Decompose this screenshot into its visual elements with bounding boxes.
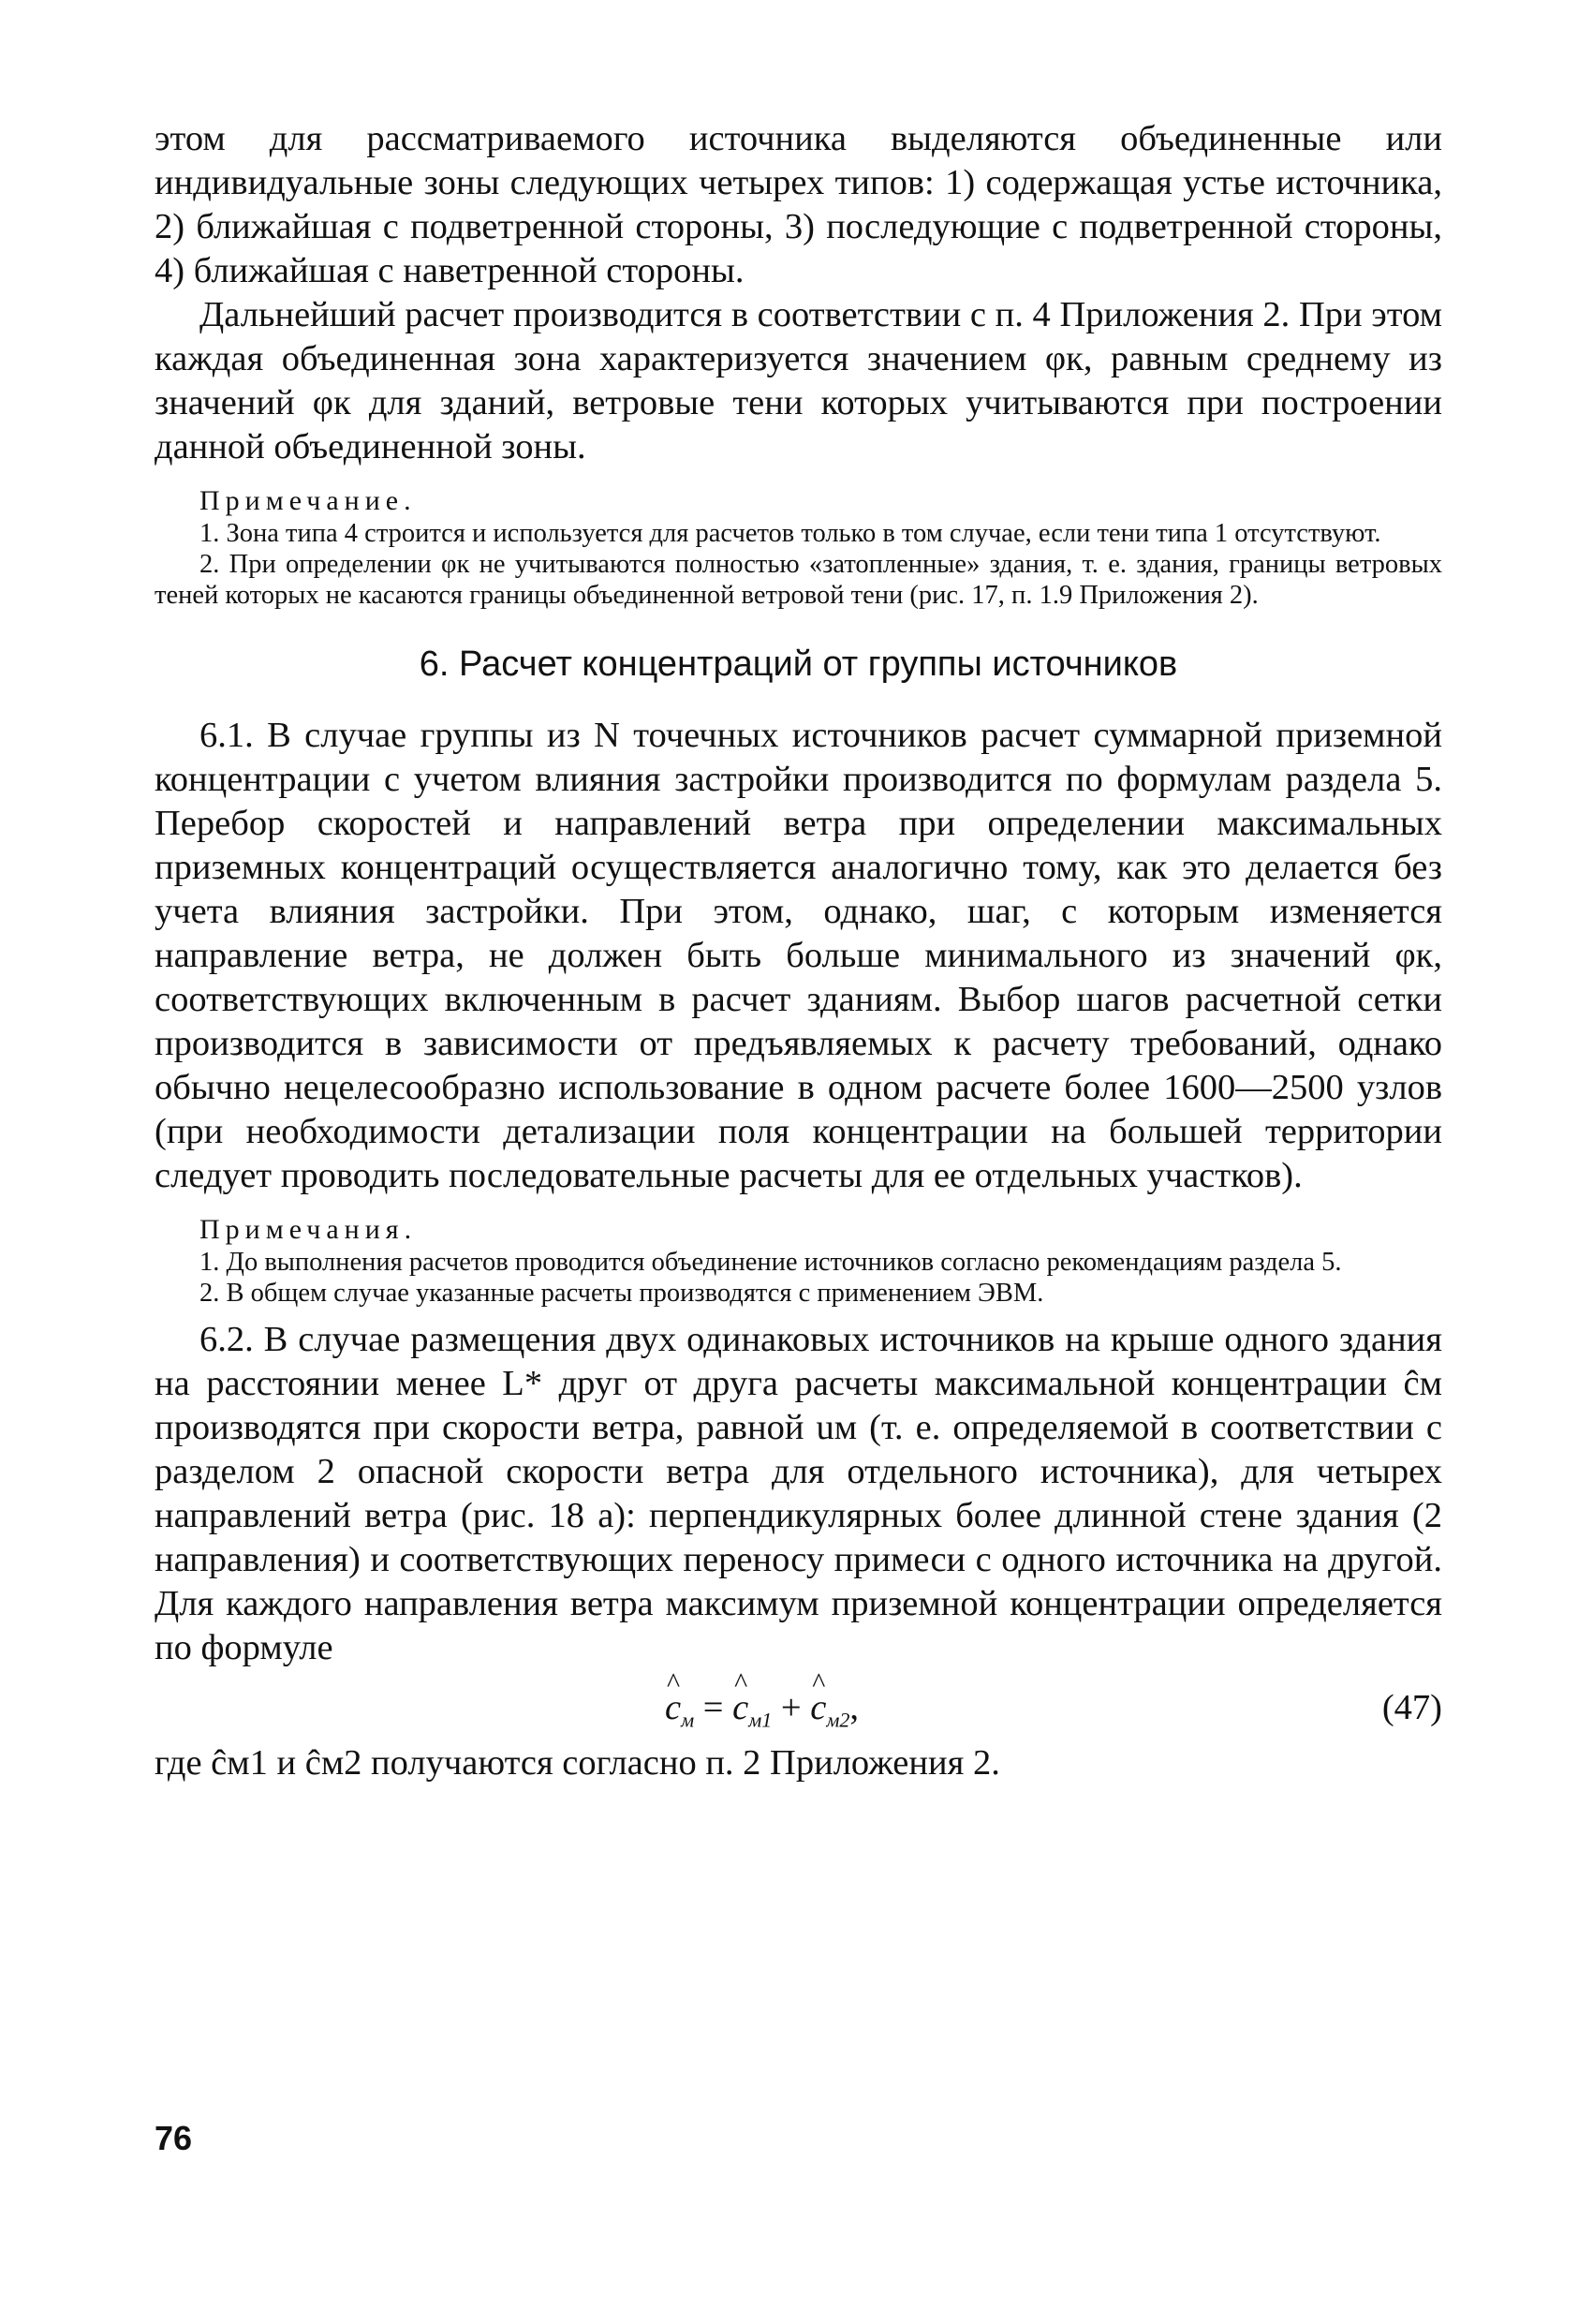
note-title: Примечание.: [199, 485, 417, 516]
paragraph-intro: этом для рассматриваемого источника выделяются объединенные или индивидуальные зоны следующих четырех типов: 1) содержащая устье источника, 2) ближайшая с подветренной стороны, 3) последующие с подветренной стороны, 4) ближайшая с наветренной стороны.: [155, 119, 1442, 290]
note-block-2: [155, 1213, 1442, 1309]
formula-plus: +: [780, 1688, 802, 1727]
note-item: 2. В общем случае указанные расчеты производятся с применением ЭВМ.: [199, 1279, 1044, 1308]
page-body: [155, 117, 1442, 1785]
formula-term-2-sub: м2: [826, 1708, 850, 1732]
note-block-1: [155, 484, 1442, 611]
formula-expression: [665, 1680, 859, 1749]
formula-term-1: ^ c: [732, 1680, 748, 1736]
paragraph-after-formula: где ĉм1 и ĉм2 получаются согласно п. 2 Приложения 2.: [155, 1743, 1000, 1783]
paragraph-further-calculation: Дальнейший расчет производится в соответствии с п. 4 Приложения 2. При этом каждая объединенная зона характеризуется значением φк, равным среднему из значений φк для зданий, ветровые тени которых учитываются при построении данной объединенной зоны.: [155, 295, 1442, 466]
note-title: Примечания.: [199, 1214, 418, 1245]
formula-47: [155, 1680, 1442, 1736]
formula-lhs-sub: м: [681, 1708, 695, 1732]
formula-term-2: ^ c: [810, 1680, 826, 1736]
note-item: 2. При определении φк не учитываются полностью «затопленные» здания, т. е. здания, границы ветровых теней которых не касаются границы объединенной ветровой тени (рис. 17, п. 1.9 Приложения 2).: [155, 550, 1442, 610]
paragraph-6-2: 6.2. В случае размещения двух одинаковых источников на крыше одного здания на расстоянии менее L* друг от друга расчеты максимальной концентрации ĉм производятся при скорости ветра, равной uм (т. е. определяемой в соответствии с разделом 2 опасной скорости ветра для отдельного источника), для четырех направлений ветра (рис. 18 а): перпендикулярных более длинной стене здания (2 направления) и соответствующих переносу примеси с одного источника на другой. Для каждого направления ветра максимум приземной концентрации определяется по формуле: [155, 1320, 1442, 1667]
note-item: 1. До выполнения расчетов проводится объединение источников согласно рекомендациям раздела 5.: [199, 1248, 1342, 1277]
formula-lhs: ^ c: [665, 1680, 681, 1736]
paragraph-6-1: 6.1. В случае группы из N точечных источников расчет суммарной приземной концентрации с учетом влияния застройки производится по формулам раздела 5. Перебор скоростей и направлений ветра при определении максимальных приземных концентраций осуществляется аналогично тому, как это делается без учета влияния застройки. При этом, однако, шаг, с которым изменяется направление ветра, не должен быть больше минимального из значений φк, соответствующих включенным в расчет зданиям. Выбор шагов расчетной сетки производится в зависимости от предъявляемых к расчету требований, однако обычно нецелесообразно использование в одном расчете более 1600—2500 узлов (при необходимости детализации поля концентрации на большей территории следует проводить последовательные расчеты для ее отдельных участков).: [155, 716, 1442, 1195]
note-item: 1. Зона типа 4 строится и используется для расчетов только в том случае, если тени типа 1 отсутствуют.: [199, 519, 1381, 548]
formula-number: (47): [1381, 1688, 1442, 1727]
formula-comma: ,: [849, 1688, 859, 1727]
page-number: 76: [155, 2119, 193, 2157]
formula-equals: =: [702, 1688, 724, 1727]
section-heading: 6. Расчет концентраций от группы источников: [419, 644, 1178, 684]
formula-term-1-sub: м1: [748, 1708, 773, 1732]
